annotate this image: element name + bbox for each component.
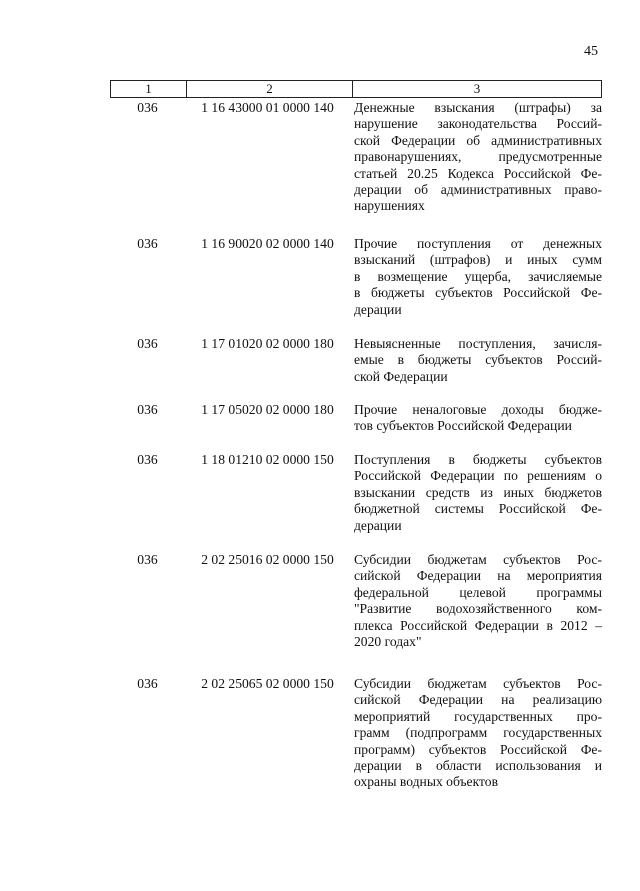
table-row [110, 100, 602, 215]
cell-description [350, 100, 602, 215]
cell-budget-code: 1 17 05020 02 0000 180 [201, 402, 334, 417]
cell-budget-code: 2 02 25016 02 0000 150 [201, 552, 334, 567]
description-line: нарушениях [354, 198, 425, 214]
description-line: емые в бюджеты субъектов Россий- [354, 352, 602, 368]
description-line: грамм (подпрограмм государственных [354, 725, 602, 741]
cell-code: 036 [137, 402, 158, 417]
description-line: ской Федерации [354, 368, 448, 384]
description-line: дерации [354, 301, 402, 317]
description-line: дерации [354, 517, 402, 533]
description-line: федеральной целевой программы [354, 584, 602, 600]
column-header-3: 3 [473, 81, 481, 96]
description-line: взыскании средств из иных бюджетов [354, 484, 602, 500]
cell-code: 036 [137, 336, 158, 351]
cell-description [350, 452, 602, 534]
cell-budget-code: 1 16 43000 01 0000 140 [201, 100, 334, 115]
description-line: "Развитие водохозяйственного ком- [354, 601, 602, 617]
table-row [110, 452, 602, 534]
cell-budget-code: 2 02 25065 02 0000 150 [201, 676, 334, 691]
table-row [110, 676, 602, 791]
description-line: Российской Федерации по решениям о [354, 468, 602, 484]
table-row [110, 402, 602, 435]
description-line: сийской Федерации на мероприятия [354, 568, 602, 584]
description-line: Субсидии бюджетам субъектов Рос- [354, 676, 602, 691]
description-line: в бюджеты субъектов Российской Фе- [354, 285, 602, 301]
cell-budget-code: 1 17 01020 02 0000 180 [201, 336, 334, 351]
cell-budget-code: 1 16 90020 02 0000 140 [201, 236, 334, 251]
cell-description [350, 402, 602, 435]
cell-description [350, 236, 602, 318]
table-header [110, 80, 602, 98]
description-line: правонарушениях, предусмотренные [354, 149, 602, 165]
description-line: Прочие неналоговые доходы бюдже- [354, 402, 602, 417]
page-number: 45 [584, 44, 598, 59]
cell-code: 036 [137, 552, 158, 567]
description-line: дерации в области использования и [354, 758, 602, 774]
description-line: плекса Российской Федерации в 2012 – [354, 617, 602, 633]
description-line: нарушение законодательства Россий- [354, 116, 602, 132]
description-line: Субсидии бюджетам субъектов Рос- [354, 552, 602, 567]
cell-code: 036 [137, 452, 158, 467]
cell-description [350, 336, 602, 385]
description-line: программ) субъектов Российской Фе- [354, 741, 602, 757]
description-line: взысканий (штрафов) и иных сумм [354, 252, 602, 268]
cell-description [350, 676, 602, 791]
description-line: Поступления в бюджеты субъектов [354, 452, 602, 467]
cell-budget-code: 1 18 01210 02 0000 150 [201, 452, 334, 467]
column-header-1: 1 [111, 81, 187, 97]
description-line: дерации об административных право- [354, 182, 602, 198]
description-line: мероприятий государственных про- [354, 708, 602, 724]
description-line: охраны водных объектов [354, 774, 498, 790]
description-line: Прочие поступления от денежных [354, 236, 602, 251]
table-row [110, 236, 602, 318]
cell-code: 036 [137, 100, 158, 115]
column-header-2: 2 [187, 81, 353, 97]
table-row [110, 336, 602, 385]
description-line: в возмещение ущерба, зачисляемые [354, 268, 602, 284]
description-line: сийской Федерации на реализацию [354, 692, 602, 708]
description-line: статьей 20.25 Кодекса Российской Фе- [354, 165, 602, 181]
cell-code: 036 [137, 236, 158, 251]
description-line: ской Федерации об административных [354, 132, 602, 148]
description-line: Невыясненные поступления, зачисля- [354, 336, 602, 351]
table-row [110, 552, 602, 650]
cell-code: 036 [137, 676, 158, 691]
description-line: бюджетной системы Российской Фе- [354, 501, 602, 517]
cell-description [350, 552, 602, 650]
description-line: 2020 годах" [354, 634, 422, 650]
description-line: Денежные взыскания (штрафы) за [354, 100, 602, 115]
description-line: тов субъектов Российской Федерации [354, 418, 572, 434]
